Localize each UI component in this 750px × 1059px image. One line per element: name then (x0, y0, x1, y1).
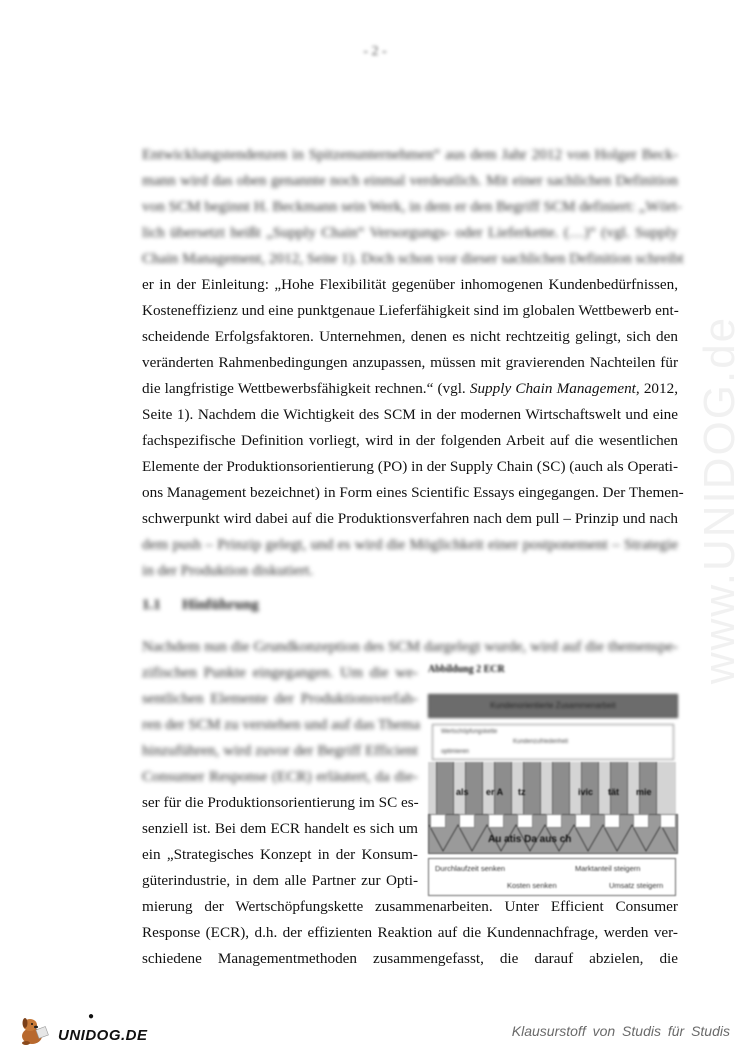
blurred-line: von SCM beginnt H. Beckmann sein Werk, in dem er den Begriff SCM definiert: „Wört- (142, 198, 682, 215)
text-line: schiedene Managementmethoden zusammengefasst, die darauf abzielen, die (142, 950, 678, 967)
dog-mascot-icon (18, 1016, 52, 1046)
blurred-line: lich übersetzt heißt „Supply Chain“ Versorgungs- oder Lieferkette. (…)“ (vgl. Supply (142, 224, 678, 241)
text-line: Elemente der Produktionsorientierung (PO) in der Supply Chain (SC) (auch als Operati- (142, 458, 679, 475)
text-line: güterindustrie, in dem alle Partner zur Opti- (142, 872, 418, 889)
blurred-line: Entwicklungstendenzen in Spitzenunternehmen“ aus dem Jahr 2012 von Holger Beck- (142, 146, 678, 163)
figure-caption: Abbildung 2 ECR (428, 664, 505, 675)
pillar-label: ivic (578, 787, 594, 797)
ecr-diagram (428, 664, 676, 888)
ecr-figure (428, 664, 676, 888)
section-number: 1.1 (142, 597, 161, 613)
diagram-slot (430, 814, 446, 828)
pillar-label: tz (518, 787, 526, 797)
citation-rest: , 2012, (635, 380, 678, 397)
text-line: er in der Einleitung: „Hohe Flexibilität gegenüber inhomogenen Kundenbedürfnissen, (142, 276, 678, 293)
text-line: senziell ist. Bei dem ECR handelt es sich um (142, 820, 418, 837)
pillar-label: tät (608, 787, 619, 797)
logo-text: UNIDOG.DE (58, 1026, 148, 1044)
blurred-line: in der Produktion diskutiert. (142, 562, 314, 579)
diagram-mid-box (432, 724, 674, 760)
blurred-line: ren der SCM zu verstehen und auf das Thema (142, 716, 421, 733)
blurred-line: Nachdem nun die Grundkonzeption des SCM dargelegt wurde, wird auf die themenspe- (142, 638, 678, 655)
blurred-line: Chain Management, 2012, Seite 1). Doch schon vor dieser sachlichen Definition schreibt (142, 250, 684, 267)
footer-logo[interactable] (18, 1011, 148, 1047)
diagram-slot (488, 814, 504, 828)
mid-label: Kundenzufriedenheit (513, 739, 569, 745)
text-fragment: die langfristige Wettbewerbsfähigkeit rechnen.“ (vgl. (142, 380, 470, 397)
mid-label: Wertschöpfungskette (441, 729, 498, 735)
text-line: Kosteneffizienz und eine punktgenaue Lieferfähigkeit sind im globalen Wettbewerb ent- (142, 302, 679, 319)
text-line: fachspezifische Definition vorliegt, wird in der folgenden Arbeit auf die wesentlichen (142, 432, 678, 449)
text-line: ons Management bezeichnet) in Form eines Scientific Essays eingegangen. Der Themen- (142, 484, 684, 501)
blurred-line: Consumer Response (ECR) erläutert, da die- (142, 768, 418, 785)
page-number: - 2 - (363, 44, 387, 59)
blurred-line: sentlichen Elemente der Produktionsverfah- (142, 690, 418, 707)
pillar-label: er A (486, 787, 504, 797)
text-line: scheidende Erfolgsfaktoren. Unternehmen, denen es nicht rechtzeitig gelingt, sich den (142, 328, 678, 345)
goal-market-share: Marktanteil steigern (575, 864, 641, 873)
pillar-label: mie (636, 787, 652, 797)
text-line: schwerpunkt wird dabei auf die Produktionsverfahren nach dem pull – Prinzip und nach (142, 510, 678, 527)
blurred-line: dem push – Prinzip gelegt, und es wird die Möglichkeit einer postponement – Strategie (142, 536, 678, 553)
diagram-slot (575, 814, 591, 828)
text-line: Response (ECR), d.h. der effizienten Reaktion auf die Kundennachfrage, werden ver- (142, 924, 678, 941)
diagram-slot (546, 814, 562, 828)
goal-throughput: Durchlaufzeit senken (435, 864, 506, 873)
blurred-line: zifischen Punkte eingegangen. Um die we- (142, 664, 418, 681)
mid-label: optimieren (441, 749, 470, 755)
diagram-goals-box (428, 858, 676, 896)
diagram-slot (660, 814, 676, 828)
text-line: mierung der Wertschöpfungskette zusammenarbeiten. Unter Efficient Consumer (142, 898, 678, 915)
text-line: ein „Strategisches Konzept in der Konsum- (142, 846, 418, 863)
diagram-slot (459, 814, 475, 828)
text-line-citation (142, 376, 678, 402)
pillar-label: als (456, 787, 469, 797)
diagram-top-bar: Kundenorientierte Zusammenarbeit (428, 694, 678, 718)
base-label: Au atis Da aus ch (488, 834, 572, 845)
goal-costs: Kosten senken (507, 881, 557, 890)
paw-icon: ● (88, 1011, 95, 1022)
citation-title: Supply Chain Management (469, 380, 636, 397)
diagram-slot (633, 814, 649, 828)
watermark-text: www.UNIDOG.de (695, 315, 744, 685)
text-line: ser für die Produktionsorientierung im SC es- (142, 794, 419, 811)
section-heading (142, 597, 259, 614)
blurred-line: mann wird das oben genannte noch einmal verdeutlich. Mit einer sachlichen Definition (142, 172, 678, 189)
text-line: veränderten Rahmenbedingungen anzupassen, müssen mit gravierenden Nachteilen für (142, 354, 678, 371)
watermark (690, 260, 750, 740)
footer-tagline: Klausurstoff von Studis für Studis (511, 1023, 730, 1039)
diagram-slot (604, 814, 620, 828)
goal-revenue: Umsatz steigern (609, 881, 664, 890)
diagram-slot (517, 814, 533, 828)
blurred-line: hinzuführen, wird zuvor der Begriff Efficient (142, 742, 418, 759)
text-line: Seite 1). Nachdem die Wichtigkeit des SCM in der modernen Wirtschaftswelt und eine (142, 406, 678, 423)
paragraph-intro (142, 142, 684, 584)
section-title: Hinführung (182, 597, 259, 613)
